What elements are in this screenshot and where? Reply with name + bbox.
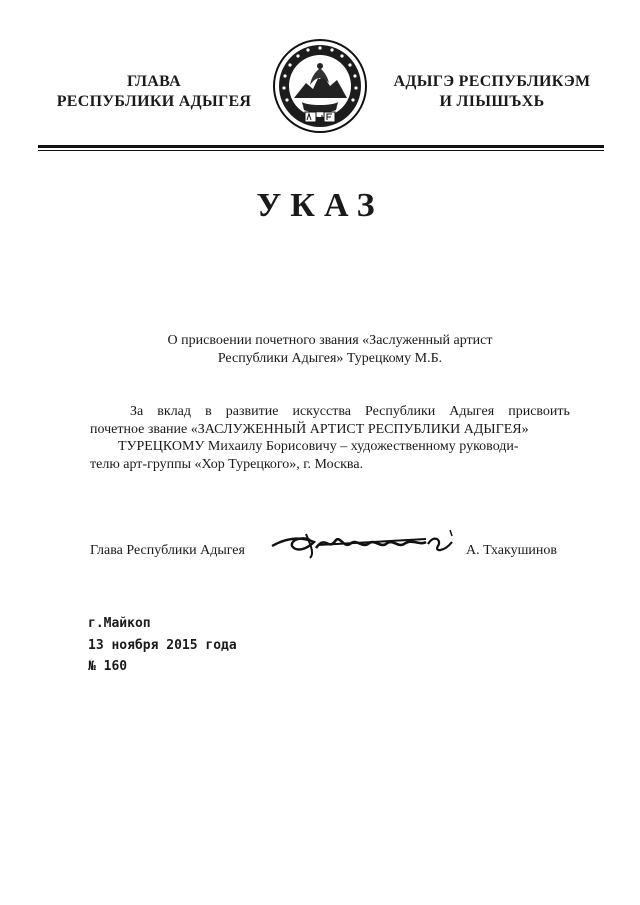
coat-of-arms-icon xyxy=(272,36,368,136)
document-title: УКАЗ xyxy=(256,187,384,224)
issue-date: 13 ноября 2015 года xyxy=(88,638,237,653)
subject-line2: Республики Адыгея» Турецкому М.Б. xyxy=(217,351,443,366)
signatory-position: Глава Республики Адыгея xyxy=(90,543,245,558)
signatory-name: А. Тхакушинов xyxy=(466,543,557,558)
header-divider-thick xyxy=(38,145,604,148)
body-word: развитие xyxy=(225,404,279,419)
body-word: вклад xyxy=(157,404,192,419)
body-line4: телю арт-группы «Хор Турецкого», г. Москва. xyxy=(90,456,364,472)
body-line1 xyxy=(90,403,570,421)
header-left-line2: РЕСПУБЛИКИ АДЫГЕЯ xyxy=(56,93,252,110)
header-right xyxy=(376,72,608,112)
issue-city: г.Майкоп xyxy=(88,616,151,631)
header-right-line2: И ЛІЫШЪХЬ xyxy=(439,93,545,110)
decree-subject xyxy=(140,332,520,368)
body-word: искусства xyxy=(292,404,351,419)
decree-number: № 160 xyxy=(88,659,128,674)
subject-line1: О присвоении почетного звания «Заслуженный артист xyxy=(167,333,493,348)
body-word: Адыгея xyxy=(449,404,495,419)
body-word: Республики xyxy=(365,404,436,419)
body-line2: почетное звание «ЗАСЛУЖЕННЫЙ АРТИСТ РЕСПУБЛИКИ АДЫГЕЯ» xyxy=(90,421,529,437)
body-word: За xyxy=(130,404,144,419)
body-line3: ТУРЕЦКОМУ Михаилу Борисовичу – художественному руководи- xyxy=(118,439,519,454)
header-left-line1: ГЛАВА xyxy=(127,73,181,90)
body-word: присвоить xyxy=(508,404,570,419)
header-left xyxy=(38,72,270,112)
handwritten-signature xyxy=(266,526,466,562)
header-right-line1: АДЫГЭ РЕСПУБЛИКЭМ xyxy=(393,73,591,90)
decree-body xyxy=(90,403,570,473)
header-divider-thin xyxy=(38,150,604,151)
body-word: в xyxy=(205,404,212,419)
